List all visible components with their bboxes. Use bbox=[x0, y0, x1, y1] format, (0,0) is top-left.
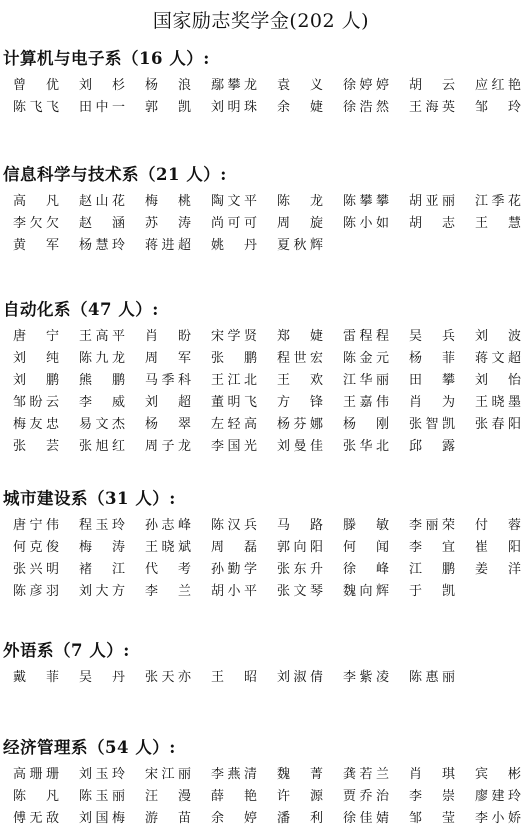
recipient-row bbox=[13, 191, 522, 213]
recipient-name: 张天亦 bbox=[145, 670, 191, 685]
recipient-name: 肖 盼 bbox=[145, 329, 191, 344]
recipient-row bbox=[13, 515, 522, 537]
recipient-name: 杨 刚 bbox=[343, 417, 389, 432]
recipient-name: 高珊珊 bbox=[13, 767, 59, 782]
recipient-name: 李丽荣 bbox=[409, 518, 455, 533]
recipient-name: 陈彦羽 bbox=[13, 584, 59, 599]
recipient-name: 张文琴 bbox=[277, 584, 323, 599]
recipient-name: 王嘉伟 bbox=[343, 395, 389, 410]
department-heading: 计算机与电子系（16 人）: bbox=[3, 49, 210, 68]
recipient-name: 邹盼云 bbox=[13, 395, 59, 410]
recipient-name: 张旭红 bbox=[79, 439, 125, 454]
recipient-row bbox=[13, 808, 522, 830]
recipient-name: 游 苗 bbox=[145, 811, 191, 826]
recipient-name: 梅 涛 bbox=[79, 540, 125, 555]
department-heading: 外语系（7 人）: bbox=[3, 641, 130, 660]
recipient-name: 余 婷 bbox=[211, 811, 257, 826]
recipient-name: 孙志峰 bbox=[145, 518, 191, 533]
recipient-name: 陈 凡 bbox=[13, 789, 59, 804]
recipient-name: 田中一 bbox=[79, 100, 125, 115]
recipient-name: 滕 敏 bbox=[343, 518, 389, 533]
recipient-name: 胡亚丽 bbox=[409, 194, 455, 209]
recipient-name: 薛 艳 bbox=[211, 789, 257, 804]
recipient-name: 江 鹏 bbox=[409, 562, 455, 577]
recipient-row bbox=[13, 436, 522, 458]
recipient-name: 邹 莹 bbox=[409, 811, 455, 826]
recipient-row bbox=[13, 537, 522, 559]
recipient-name: 陈 龙 bbox=[277, 194, 323, 209]
recipient-name: 黄 军 bbox=[13, 238, 59, 253]
recipient-name: 李 威 bbox=[79, 395, 125, 410]
recipient-name: 王 欢 bbox=[277, 373, 323, 388]
recipient-name: 廖建玲 bbox=[475, 789, 521, 804]
recipient-name: 方 锋 bbox=[277, 395, 323, 410]
recipient-name: 蒋进超 bbox=[145, 238, 191, 253]
recipient-name: 周 磊 bbox=[211, 540, 257, 555]
recipient-name: 戴 菲 bbox=[13, 670, 59, 685]
recipient-name: 吴 丹 bbox=[79, 670, 125, 685]
recipient-name: 张 芸 bbox=[13, 439, 59, 454]
recipient-name: 陈小如 bbox=[343, 216, 389, 231]
recipient-name: 杨芬娜 bbox=[277, 417, 323, 432]
recipient-list bbox=[13, 515, 522, 603]
recipient-name: 曾 优 bbox=[13, 78, 59, 93]
recipient-name: 程玉玲 bbox=[79, 518, 125, 533]
recipient-name: 刘 怡 bbox=[475, 373, 521, 388]
recipient-row bbox=[13, 581, 522, 603]
recipient-name: 魏 菁 bbox=[277, 767, 323, 782]
recipient-list bbox=[13, 75, 522, 119]
recipient-name: 刘国梅 bbox=[79, 811, 125, 826]
recipient-name: 胡 云 bbox=[409, 78, 455, 93]
recipient-name: 杨 菲 bbox=[409, 351, 455, 366]
recipient-name: 代 考 bbox=[145, 562, 191, 577]
recipient-name: 袁 义 bbox=[277, 78, 323, 93]
recipient-row bbox=[13, 75, 522, 97]
recipient-name: 陈玉丽 bbox=[79, 789, 125, 804]
recipient-name: 陈攀攀 bbox=[343, 194, 389, 209]
recipient-row bbox=[13, 764, 522, 786]
recipient-name: 徐佳婧 bbox=[343, 811, 389, 826]
recipient-name: 李 兰 bbox=[145, 584, 191, 599]
recipient-row bbox=[13, 97, 522, 119]
recipient-name: 邹 玲 bbox=[475, 100, 521, 115]
recipient-name: 熊 鹏 bbox=[79, 373, 125, 388]
recipient-name: 刘明珠 bbox=[211, 100, 257, 115]
recipient-name: 苏 涛 bbox=[145, 216, 191, 231]
recipient-name: 陈九龙 bbox=[79, 351, 125, 366]
recipient-name: 刘 纯 bbox=[13, 351, 59, 366]
recipient-name: 王晓墨 bbox=[475, 395, 521, 410]
recipient-name: 汪 漫 bbox=[145, 789, 191, 804]
recipient-name: 刘大方 bbox=[79, 584, 125, 599]
recipient-name: 周子龙 bbox=[145, 439, 191, 454]
recipient-name: 张华北 bbox=[343, 439, 389, 454]
department-heading: 经济管理系（54 人）: bbox=[3, 738, 176, 757]
recipient-name: 姜 洋 bbox=[475, 562, 521, 577]
department-heading: 信息科学与技术系（21 人）: bbox=[3, 165, 227, 184]
recipient-name: 江华丽 bbox=[343, 373, 389, 388]
recipient-name: 吴 兵 bbox=[409, 329, 455, 344]
recipient-name: 何克俊 bbox=[13, 540, 59, 555]
recipient-name: 邱 露 bbox=[409, 439, 455, 454]
recipient-row bbox=[13, 235, 522, 257]
recipient-name: 陈惠丽 bbox=[409, 670, 455, 685]
recipient-name: 夏秋辉 bbox=[277, 238, 323, 253]
recipient-name: 刘 杉 bbox=[79, 78, 125, 93]
page-title: 国家励志奖学金(202 人) bbox=[152, 10, 370, 32]
recipient-name: 魏向辉 bbox=[343, 584, 389, 599]
recipient-name: 张智凯 bbox=[409, 417, 455, 432]
recipient-name: 胡小平 bbox=[211, 584, 257, 599]
recipient-name: 贾乔治 bbox=[343, 789, 389, 804]
recipient-row bbox=[13, 370, 522, 392]
recipient-name: 李燕清 bbox=[211, 767, 257, 782]
recipient-name: 傅无敌 bbox=[13, 811, 59, 826]
recipient-name: 郑 婕 bbox=[277, 329, 323, 344]
recipient-name: 左轻高 bbox=[211, 417, 257, 432]
recipient-name: 付 蓉 bbox=[475, 518, 521, 533]
recipient-name: 张东升 bbox=[277, 562, 323, 577]
recipient-name: 易文杰 bbox=[79, 417, 125, 432]
recipient-name: 杨 浪 bbox=[145, 78, 191, 93]
recipient-row bbox=[13, 392, 522, 414]
recipient-name: 赵 涵 bbox=[79, 216, 125, 231]
recipient-name: 梅友忠 bbox=[13, 417, 59, 432]
recipient-name: 宋学贤 bbox=[211, 329, 257, 344]
recipient-name: 赵山花 bbox=[79, 194, 125, 209]
recipient-row bbox=[13, 414, 522, 436]
recipient-name: 李 崇 bbox=[409, 789, 455, 804]
recipient-list bbox=[13, 191, 522, 257]
recipient-name: 张兴明 bbox=[13, 562, 59, 577]
recipient-name: 徐婷婷 bbox=[343, 78, 389, 93]
recipient-list bbox=[13, 764, 522, 830]
recipient-name: 雷程程 bbox=[343, 329, 389, 344]
recipient-name: 刘曼佳 bbox=[277, 439, 323, 454]
recipient-name: 肖 为 bbox=[409, 395, 455, 410]
recipient-name: 蒋文超 bbox=[475, 351, 521, 366]
recipient-name: 胡 志 bbox=[409, 216, 455, 231]
recipient-name: 梅 桃 bbox=[145, 194, 191, 209]
recipient-name: 王 慧 bbox=[475, 216, 521, 231]
recipient-name: 王海英 bbox=[409, 100, 455, 115]
recipient-row bbox=[13, 559, 522, 581]
recipient-name: 李紫凌 bbox=[343, 670, 389, 685]
recipient-name: 李欠欠 bbox=[13, 216, 59, 231]
recipient-name: 褚 江 bbox=[79, 562, 125, 577]
recipient-name: 尚可可 bbox=[211, 216, 257, 231]
recipient-name: 陈飞飞 bbox=[13, 100, 59, 115]
department-heading: 自动化系（47 人）: bbox=[3, 300, 159, 319]
recipient-name: 陶文平 bbox=[211, 194, 257, 209]
recipient-name: 于 凯 bbox=[409, 584, 455, 599]
recipient-name: 王江北 bbox=[211, 373, 257, 388]
recipient-name: 余 婕 bbox=[277, 100, 323, 115]
recipient-name: 刘玉玲 bbox=[79, 767, 125, 782]
recipient-name: 董明飞 bbox=[211, 395, 257, 410]
recipient-name: 马 路 bbox=[277, 518, 323, 533]
recipient-name: 应红艳 bbox=[475, 78, 521, 93]
recipient-name: 何 闻 bbox=[343, 540, 389, 555]
recipient-name: 刘 超 bbox=[145, 395, 191, 410]
recipient-name: 杨 翠 bbox=[145, 417, 191, 432]
recipient-name: 陈汉兵 bbox=[211, 518, 257, 533]
recipient-name: 程世宏 bbox=[277, 351, 323, 366]
recipient-name: 刘 鹏 bbox=[13, 373, 59, 388]
recipient-name: 徐浩然 bbox=[343, 100, 389, 115]
recipient-row bbox=[13, 348, 522, 370]
recipient-name: 李国光 bbox=[211, 439, 257, 454]
recipient-name: 王晓斌 bbox=[145, 540, 191, 555]
recipient-name: 刘 波 bbox=[475, 329, 521, 344]
recipient-name: 张 鹏 bbox=[211, 351, 257, 366]
recipient-name: 许 源 bbox=[277, 789, 323, 804]
recipient-row bbox=[13, 326, 522, 348]
recipient-name: 宋江丽 bbox=[145, 767, 191, 782]
recipient-name: 唐 宁 bbox=[13, 329, 59, 344]
recipient-name: 李小娇 bbox=[475, 811, 521, 826]
recipient-name: 高 凡 bbox=[13, 194, 59, 209]
recipient-row bbox=[13, 667, 522, 689]
recipient-row bbox=[13, 213, 522, 235]
recipient-name: 田 攀 bbox=[409, 373, 455, 388]
recipient-name: 陈金元 bbox=[343, 351, 389, 366]
recipient-list bbox=[13, 667, 522, 689]
recipient-name: 张春阳 bbox=[475, 417, 521, 432]
recipient-name: 周 旋 bbox=[277, 216, 323, 231]
recipient-name: 唐宁伟 bbox=[13, 518, 59, 533]
recipient-name: 王高平 bbox=[79, 329, 125, 344]
recipient-name: 龚若兰 bbox=[343, 767, 389, 782]
recipient-name: 鄢攀龙 bbox=[211, 78, 257, 93]
recipient-name: 郭向阳 bbox=[277, 540, 323, 555]
recipient-name: 姚 丹 bbox=[211, 238, 257, 253]
recipient-name: 崔 阳 bbox=[475, 540, 521, 555]
recipient-name: 杨慧玲 bbox=[79, 238, 125, 253]
recipient-row bbox=[13, 786, 522, 808]
recipient-name: 孙勤学 bbox=[211, 562, 257, 577]
recipient-name: 马季科 bbox=[145, 373, 191, 388]
recipient-name: 李 宜 bbox=[409, 540, 455, 555]
recipient-name: 徐 峰 bbox=[343, 562, 389, 577]
department-heading: 城市建设系（31 人）: bbox=[3, 489, 176, 508]
recipient-name: 刘淑倩 bbox=[277, 670, 323, 685]
recipient-name: 宾 彬 bbox=[475, 767, 521, 782]
recipient-name: 江季花 bbox=[475, 194, 521, 209]
recipient-name: 郭 凯 bbox=[145, 100, 191, 115]
recipient-name: 潘 利 bbox=[277, 811, 323, 826]
recipient-name: 肖 琪 bbox=[409, 767, 455, 782]
recipient-name: 王 昭 bbox=[211, 670, 257, 685]
recipient-list bbox=[13, 326, 522, 458]
recipient-name: 周 军 bbox=[145, 351, 191, 366]
